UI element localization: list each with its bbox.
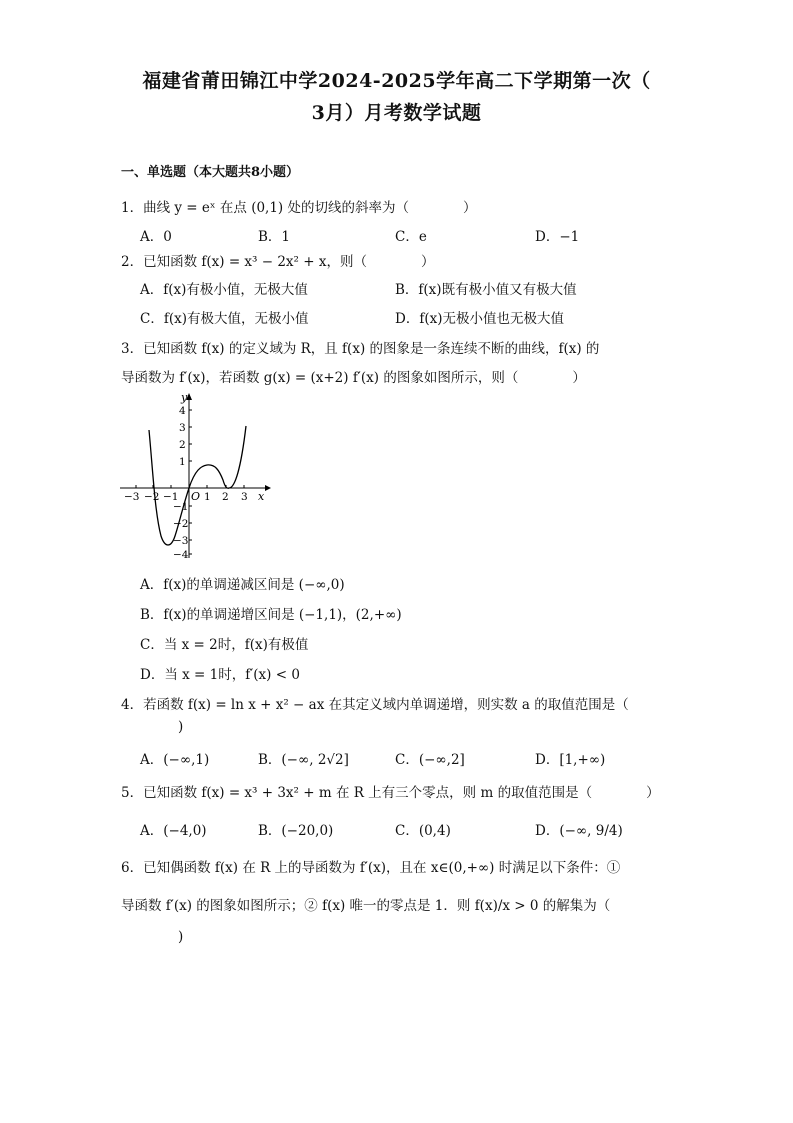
origin-label: O: [191, 490, 201, 503]
x-tick-minus2: −2: [144, 491, 160, 503]
x-tick-3: 3: [241, 491, 248, 503]
y-tick-3: 3: [179, 422, 186, 434]
q3-stem-line1: 3．已知函数 f(x) 的定义域为 R，且 f(x) 的图象是一条连续不断的曲线，f(x) 的: [121, 341, 600, 357]
q2-option-a: A．f(x)有极小值，无极大值: [140, 282, 308, 298]
q4-stem-line2: ): [178, 719, 184, 735]
q3-option-d: D．当 x = 1时，f′(x) < 0: [140, 667, 300, 683]
x-axis-arrow: [265, 485, 271, 491]
q4-option-b: B．(−∞, 2√2]: [258, 752, 349, 768]
q3-stem-line2: 导函数为 f′(x)，若函数 g(x) = (x+2) f′(x) 的图象如图所示，则（ ）: [121, 370, 586, 386]
y-tick-minus1: −1: [173, 501, 189, 513]
q2-option-c: C．f(x)有极大值，无极小值: [140, 311, 309, 327]
q1-option-b: B．1: [258, 229, 291, 245]
q3-graph: [115, 388, 275, 563]
q6-stem-line3: ): [178, 929, 184, 945]
q4-stem-line1: 4．若函数 f(x) = ln x + x² − ax 在其定义域内单调递增，则实数 a 的取值范围是（: [121, 697, 629, 713]
q1-option-c: C．e: [395, 229, 427, 245]
x-axis-label: x: [258, 490, 265, 503]
y-tick-2: 2: [179, 439, 186, 451]
q5-stem: 5．已知函数 f(x) = x³ + 3x² + m 在 R 上有三个零点，则 m 的取值范围是（ ）: [121, 785, 660, 801]
q6-stem-line1: 6．已知偶函数 f(x) 在 R 上的导函数为 f′(x)，且在 x∈(0,+∞) 时满足以下条件：①: [121, 860, 621, 876]
x-tick-minus3: −3: [124, 491, 140, 503]
q3-option-a: A．f(x)的单调递减区间是 (−∞,0): [140, 577, 345, 593]
q6-stem-line2: 导函数 f′(x) 的图象如图所示；② f(x) 唯一的零点是 1．则 f(x)/x > 0 的解集为（: [121, 898, 611, 914]
q1-stem: 1．曲线 y = eˣ 在点 (0,1) 处的切线的斜率为（ ）: [121, 200, 477, 216]
y-axis-label: y: [181, 391, 188, 404]
y-tick-minus4: −4: [173, 549, 189, 561]
x-tick-minus1: −1: [163, 491, 179, 503]
y-tick-1: 1: [179, 456, 186, 468]
y-tick-4: 4: [179, 405, 186, 417]
x-tick-2: 2: [222, 491, 229, 503]
q2-stem: 2．已知函数 f(x) = x³ − 2x² + x，则（ ）: [121, 254, 435, 270]
x-tick-1: 1: [204, 491, 211, 503]
paper-title-line1: 福建省莆田锦江中学2024-2025学年高二下学期第一次（: [142, 70, 651, 92]
q4-option-c: C．(−∞,2]: [395, 752, 465, 768]
q3-option-b: B．f(x)的单调递增区间是 (−1,1)，(2,+∞): [140, 607, 402, 623]
y-tick-minus2: −2: [173, 518, 189, 530]
y-tick-minus3: −3: [173, 535, 189, 547]
q5-option-b: B．(−20,0): [258, 823, 334, 839]
q4-option-d: D．[1,+∞): [535, 752, 606, 768]
q1-option-a: A．0: [140, 229, 172, 245]
q5-option-d: D．(−∞, 9/4): [535, 823, 623, 839]
paper-title-line2: 3月）月考数学试题: [311, 102, 482, 124]
q3-option-c: C．当 x = 2时，f(x)有极值: [140, 637, 309, 653]
q4-option-a: A．(−∞,1): [140, 752, 210, 768]
q2-option-d: D．f(x)无极小值也无极大值: [395, 311, 564, 327]
section-heading: 一、单选题（本大题共8小题）: [121, 165, 300, 180]
q5-option-c: C．(0,4): [395, 823, 451, 839]
g-curve: [149, 426, 246, 545]
q2-option-b: B．f(x)既有极小值又有极大值: [395, 282, 577, 298]
q5-option-a: A．(−4,0): [140, 823, 207, 839]
q1-option-d: D．−1: [535, 229, 580, 245]
